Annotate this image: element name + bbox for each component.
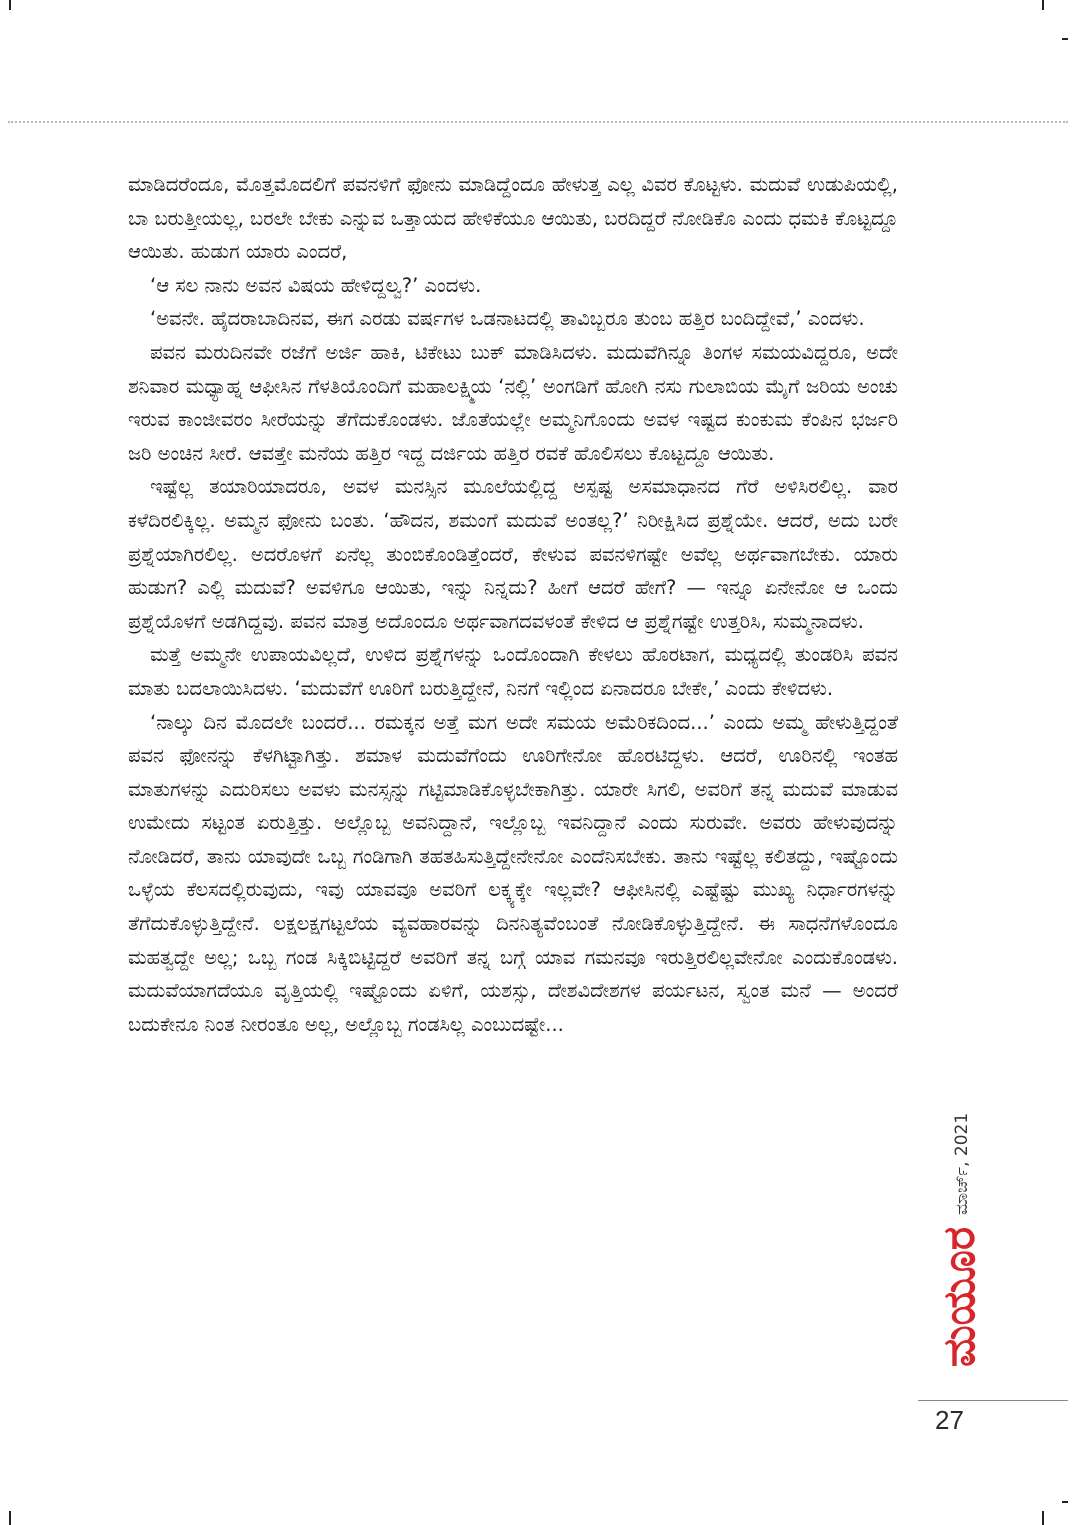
paragraph: ‘ನಾಲ್ಕು ದಿನ ಮೊದಲೇ ಬಂದರೆ... ರಮಕ್ಕನ ಅತ್ತೆ ಮಗ ಅದೇ ಸಮಯ ಅಮೆರಿಕದಿಂದ...’ ಎಂದು ಅಮ್ಮ ಹೇಳುತ್ತಿದ್ದಂತೆ ಪವನ ಫೋನನ್ನು ಕೆಳಗಿಟ್ಟಾಗಿತ್ತು. ಶಮಾಳ ಮದುವೆಗೆಂದು ಊರಿಗೇನೋ ಹೊರಟಿದ್ದಳು. ಆದರೆ, ಊರಿನಲ್ಲಿ ಇಂತಹ ಮಾತುಗಳನ್ನು ಎದುರಿಸಲು ಅವಳು ಮನಸ್ಸನ್ನು ಗಟ್ಟಿಮಾಡಿಕೊಳ್ಳಬೇಕಾಗಿತ್ತು. ಯಾರೇ ಸಿಗಲಿ, ಅವರಿಗೆ ತನ್ನ ಮದುವೆ ಮಾಡುವ ಉಮೇದು ಸಟ್ಟಂತ ಏರುತ್ತಿತ್ತು. ಅಲ್ಲೊಬ್ಬ ಅವನಿದ್ದಾನೆ, ಇಲ್ಲೊಬ್ಬ ಇವನಿದ್ದಾನೆ ಎಂದು ಸುರುವೇ. ಅವರು ಹೇಳುವುದನ್ನು ನೋಡಿದರೆ, ತಾನು ಯಾವುದೇ ಒಬ್ಬ ಗಂಡಿಗಾಗಿ ತಹತಹಿಸುತ್ತಿದ್ದೇನೇನೋ ಎಂದೆನಿಸಬೇಕು. ತಾನು ಇಷ್ಟೆಲ್ಲ ಕಲಿತದ್ದು, ಇಷ್ಟೊಂದು ಒಳ್ಳೆಯ ಕೆಲಸದಲ್ಲಿರುವುದು, ಇವು ಯಾವವೂ ಅವರಿಗೆ ಲಕ್ಕ್ಯಕ್ಕೇ ಇಲ್ಲವೇ? ಆಫೀಸಿನಲ್ಲಿ ಎಷ್ಟೆಷ್ಟು ಮುಖ್ಯ ನಿರ್ಧಾರಗಳನ್ನು ತೆಗೆದುಕೊಳ್ಳುತ್ತಿದ್ದೇನೆ. ಲಕ್ಷಲಕ್ಷಗಟ್ಟಲೆಯ ವ್ಯವಹಾರವನ್ನು ದಿನನಿತ್ಯವೆಂಬಂತೆ ನೋಡಿಕೊಳ್ಳುತ್ತಿದ್ದೇನೆ. ಈ ಸಾಧನೆಗಳೊಂದೂ ಮಹತ್ವದ್ದೇ ಅಲ್ಲ; ಒಬ್ಬ ಗಂಡ ಸಿಕ್ಕಿಬಿಟ್ಟಿದ್ದರೆ ಅವರಿಗೆ ತನ್ನ ಬಗ್ಗೆ ಯಾವ ಗಮನವೂ ಇರುತ್ತಿರಲಿಲ್ಲವೇನೋ ಎಂದುಕೊಂಡಳು. ಮದುವೆಯಾಗದೆಯೂ ವೃತ್ತಿಯಲ್ಲಿ ಇಷ್ಟೊಂದು ಏಳಿಗೆ, ಯಶಸ್ಸು, ದೇಶವಿದೇಶಗಳ ಪರ್ಯಟನ, ಸ್ವಂತ ಮನೆ — ಅಂದರೆ ಬದುಕೇನೂ ನಿಂತ ನೀರಂತೂ ಅಲ್ಲ, ಅಲ್ಲೊಬ್ಬ ಗಂಡಸಿಲ್ಲ ಎಂಬುದಷ್ಟೇ... xyxy=(128,710,898,1036)
paragraph: ‘ಅವನೇ. ಹೈದರಾಬಾದಿನವ, ಈಗ ಎರಡು ವರ್ಷಗಳ ಒಡನಾಟದಲ್ಲಿ ತಾವಿಬ್ಬರೂ ತುಂಬ ಹತ್ತಿರ ಬಂದಿದ್ದೇವೆ,’ ಎಂದಳು. xyxy=(150,307,865,331)
crop-mark-bottom-left xyxy=(9,1511,11,1525)
paragraph: ‘ಆ ಸಲ ನಾನು ಅವನ ವಿಷಯ ಹೇಳಿದ್ದಲ್ವ?’ ಎಂದಳು. xyxy=(150,273,482,297)
paragraph: ಮತ್ತೆ ಅಮ್ಮನೇ ಉಪಾಯವಿಲ್ಲದೆ, ಉಳಿದ ಪ್ರಶ್ನೆಗಳನ್ನು ಒಂದೊಂದಾಗಿ ಕೇಳಲು ಹೊರಟಾಗ, ಮಧ್ಯದಲ್ಲಿ ತುಂಡರಿಸಿ ಪವನ ಮಾತು ಬದಲಾಯಿಸಿದಳು. ‘ಮದುವೆಗೆ ಊರಿಗೆ ಬರುತ್ತಿದ್ದೇನೆ, ನಿನಗೆ ಇಲ್ಲಿಂದ ಏನಾದರೂ ಬೇಕೇ,’ ಎಂದು ಕೇಳಿದಳು. xyxy=(128,643,898,700)
folio-divider xyxy=(918,1400,1068,1401)
crop-mark-bottom-right xyxy=(1042,1511,1044,1525)
page-number: 27 xyxy=(935,1405,964,1435)
paragraph: ಇಷ್ಟೆಲ್ಲ ತಯಾರಿಯಾದರೂ, ಅವಳ ಮನಸ್ಸಿನ ಮೂಲೆಯಲ್ಲಿದ್ದ ಅಸ್ಪಷ್ಟ ಅಸಮಾಧಾನದ ಗೆರೆ ಅಳಿಸಿರಲಿಲ್ಲ. ವಾರ ಕಳೆದಿರಲಿಕ್ಕಿಲ್ಲ. ಅಮ್ಮನ ಫೋನು ಬಂತು. ‘ಹೌದನ, ಶಮಂಗೆ ಮದುವೆ ಅಂತಲ್ಲ?’ ನಿರೀಕ್ಷಿಸಿದ ಪ್ರಶ್ನೆಯೇ. ಆದರೆ, ಅದು ಬರೇ ಪ್ರಶ್ನೆಯಾಗಿರಲಿಲ್ಲ. ಅದರೊಳಗೆ ಏನೆಲ್ಲ ತುಂಬಿಕೊಂಡಿತ್ತೆಂದರೆ, ಕೇಳುವ ಪವನಳಿಗಷ್ಟೇ ಅವೆಲ್ಲ ಅರ್ಥವಾಗಬೇಕು. ಯಾರು ಹುಡುಗ? ಎಲ್ಲಿ ಮದುವೆ? ಅವಳಿಗೂ ಆಯಿತು, ಇನ್ನು ನಿನ್ನದು? ಹೀಗೆ ಆದರೆ ಹೇಗೆ? — ಇನ್ನೂ ಏನೇನೋ ಆ ಒಂದು ಪ್ರಶ್ನೆಯೊಳಗೆ ಅಡಗಿದ್ದವು. ಪವನ ಮಾತ್ರ ಅದೊಂದೂ ಅರ್ಥವಾಗದವಳಂತೆ ಕೇಳಿದ ಆ ಪ್ರಶ್ನೆಗಷ್ಟೇ ಉತ್ತರಿಸಿ, ಸುಮ್ಮನಾದಳು. xyxy=(128,475,898,633)
crop-mark-right-upper xyxy=(1062,38,1068,40)
paragraph: ಪವನ ಮರುದಿನವೇ ರಜೆಗೆ ಅರ್ಜಿ ಹಾಕಿ, ಟಿಕೇಟು ಬುಕ್ ಮಾಡಿಸಿದಳು. ಮದುವೆಗಿನ್ನೂ ತಿಂಗಳ ಸಮಯವಿದ್ದರೂ, ಅದೇ ಶನಿವಾರ ಮಧ್ಯಾಹ್ನ ಆಫೀಸಿನ ಗೆಳತಿಯೊಂದಿಗೆ ಮಹಾಲಕ್ಷ್ಮಿಯ ‘ನಲ್ಲಿ’ ಅಂಗಡಿಗೆ ಹೋಗಿ ನಸು ಗುಲಾಬಿಯ ಮೈಗೆ ಜರಿಯ ಅಂಚು ಇರುವ ಕಾಂಜೀವರಂ ಸೀರೆಯನ್ನು ತೆಗೆದುಕೊಂಡಳು. ಜೊತೆಯಲ್ಲೇ ಅಮ್ಮನಿಗೊಂದು ಅವಳ ಇಷ್ಟದ ಕುಂಕುಮ ಕೆಂಪಿನ ಭರ್ಜರಿ ಜರಿ ಅಂಚಿನ ಸೀರೆ. ಆವತ್ತೇ ಮನೆಯ ಹತ್ತಿರ ಇದ್ದ ದರ್ಜಿಯ ಹತ್ತಿರ ರವಕೆ ಹೊಲಿಸಲು ಕೊಟ್ಟದ್ದೂ ಆಯಿತು. xyxy=(128,340,898,465)
magazine-logo-text: ಮಯೂರ xyxy=(934,1226,985,1368)
issue-date: ಮಾರ್ಚ್, 2021 xyxy=(952,1112,972,1215)
crop-mark-top-left xyxy=(9,0,11,10)
article-body xyxy=(128,168,898,1041)
crop-mark-top-right xyxy=(1042,0,1044,10)
magazine-logo xyxy=(930,1214,990,1380)
crop-mark-right-lower xyxy=(1062,1501,1068,1503)
paragraph: ಮಾಡಿದರೆಂದೂ, ಮೊತ್ತಮೊದಲಿಗೆ ಪವನಳಿಗೆ ಫೋನು ಮಾಡಿದ್ದೆಂದೂ ಹೇಳುತ್ತ ಎಲ್ಲ ವಿವರ ಕೊಟ್ಟಳು. ಮದುವೆ ಉಡುಪಿಯಲ್ಲಿ, ಬಾ ಬರುತ್ತೀಯಲ್ಲ, ಬರಲೇ ಬೇಕು ಎನ್ನುವ ಒತ್ತಾಯದ ಹೇಳಿಕೆಯೂ ಆಯಿತು, ಬರದಿದ್ದರೆ ನೋಡಿಕೊ ಎಂದು ಧಮಕಿ ಕೊಟ್ಟದ್ದೂ ಆಯಿತು. ಹುಡುಗ ಯಾರು ಎಂದರೆ, xyxy=(128,173,898,264)
header-dotted-divider xyxy=(8,121,1068,123)
